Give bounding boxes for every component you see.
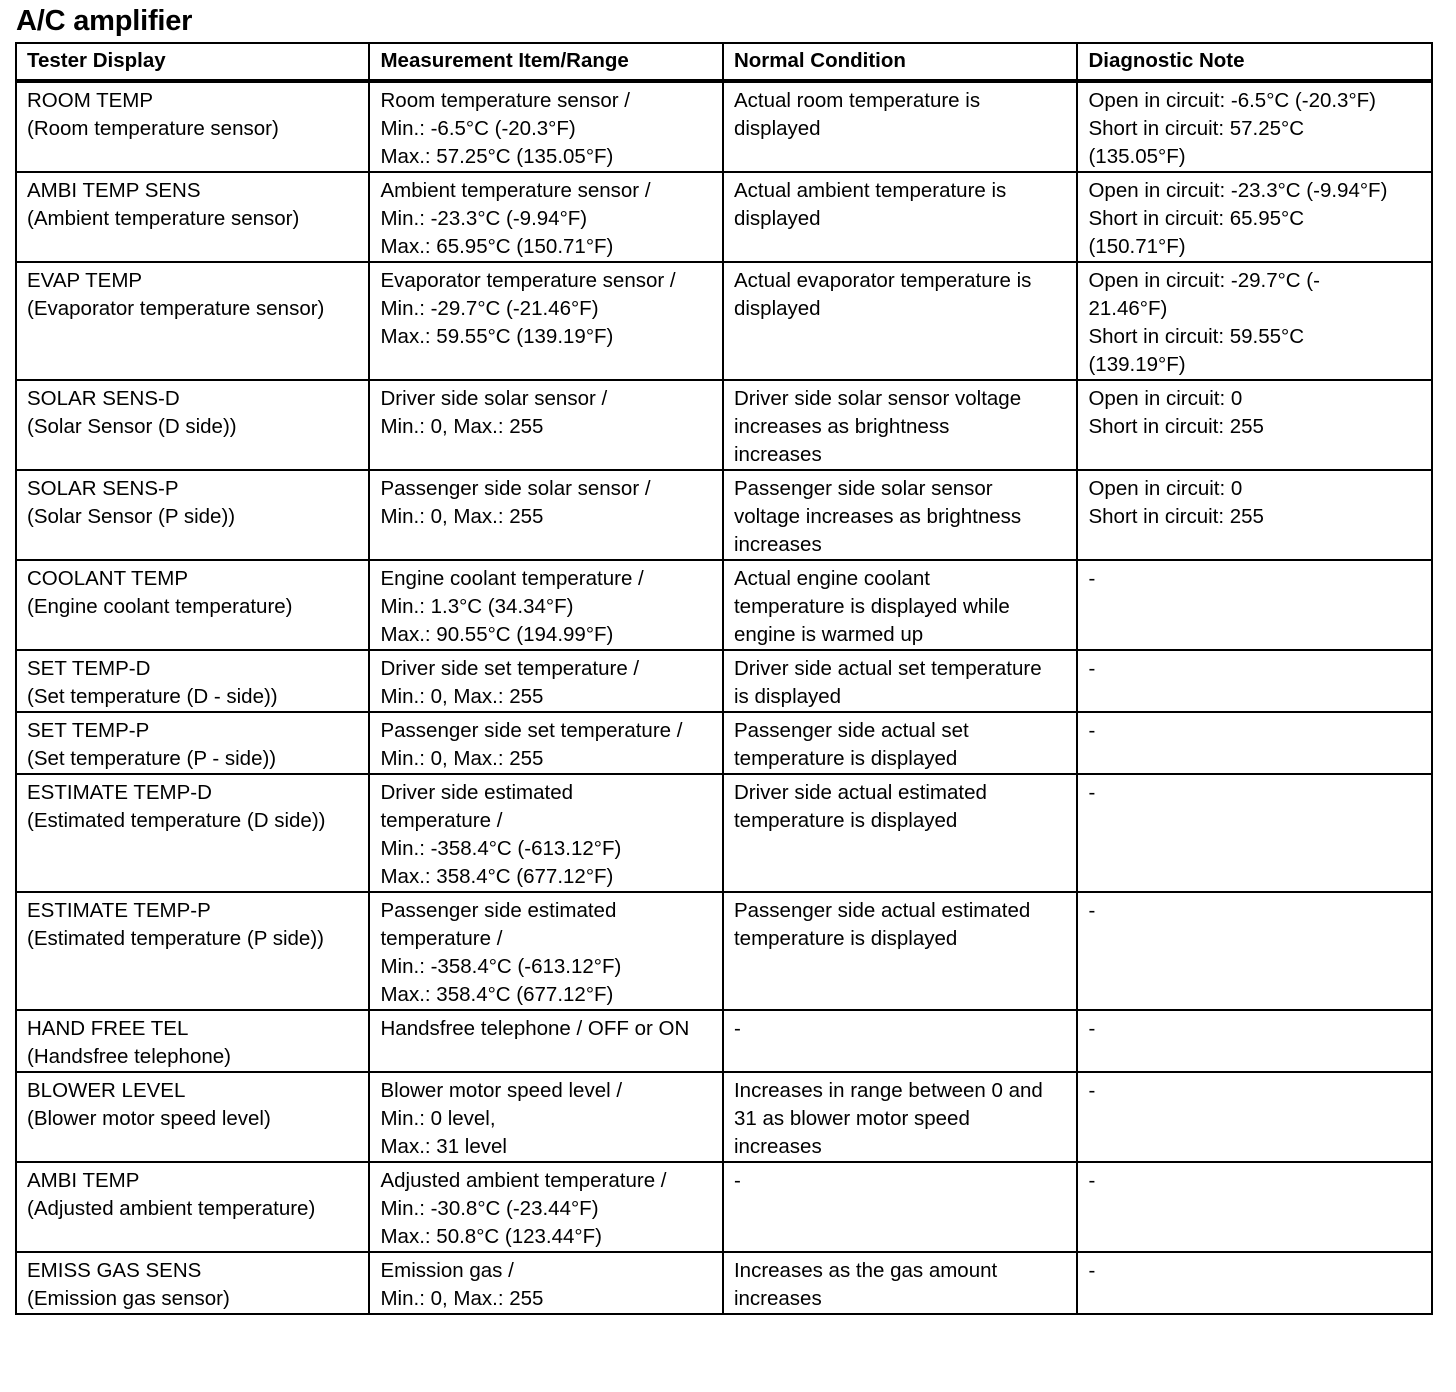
- cell-text-line: Max.: 90.55°C (194.99°F): [380, 623, 614, 646]
- cell-tester-display: [16, 774, 369, 892]
- cell-text-line: COOLANT TEMP: [27, 567, 188, 590]
- cell-text-line: EMISS GAS SENS: [27, 1259, 202, 1282]
- page-title: A/C amplifier: [16, 5, 193, 37]
- cell-text-line: Min.: 0 level,: [380, 1107, 496, 1130]
- cell-text-line: Min.: -30.8°C (-23.44°F): [380, 1197, 599, 1220]
- cell-text-line: 21.46°F): [1088, 297, 1168, 320]
- cell-text-line: (Estimated temperature (P side)): [27, 927, 324, 950]
- table-row: [16, 81, 1432, 172]
- cell-text-line: -: [1088, 781, 1096, 804]
- cell-text-line: Min.: 1.3°C (34.34°F): [380, 595, 574, 618]
- cell-text-line: (Set temperature (D - side)): [27, 685, 278, 708]
- cell-text-line: Min.: -358.4°C (-613.12°F): [380, 837, 622, 860]
- cell-text-line: Open in circuit: -6.5°C (-20.3°F): [1088, 89, 1377, 112]
- cell-text-line: Open in circuit: 0: [1088, 477, 1243, 500]
- cell-text-line: SOLAR SENS-P: [27, 477, 179, 500]
- cell-text-line: Passenger side estimated: [380, 899, 617, 922]
- cell-text-line: 31 as blower motor speed: [733, 1107, 970, 1130]
- cell-text-line: Passenger side actual set: [733, 719, 969, 742]
- cell-text-line: (Emission gas sensor): [27, 1287, 230, 1310]
- cell-text-line: displayed: [733, 297, 821, 320]
- cell-tester-display: [16, 470, 369, 560]
- cell-text-line: (Ambient temperature sensor): [27, 207, 300, 230]
- cell-text-line: displayed: [733, 207, 821, 230]
- cell-diagnostic-note: [1077, 1162, 1432, 1252]
- cell-normal-condition: [723, 172, 1078, 262]
- cell-text-line: Max.: 65.95°C (150.71°F): [380, 235, 614, 258]
- cell-diagnostic-note: [1077, 470, 1432, 560]
- cell-text-line: -: [733, 1169, 741, 1192]
- cell-tester-display: [16, 1072, 369, 1162]
- cell-text-line: increases: [733, 1287, 822, 1310]
- cell-text-line: Driver side solar sensor /: [380, 387, 608, 410]
- cell-text-line: -: [1088, 1169, 1096, 1192]
- cell-normal-condition: [723, 81, 1078, 172]
- cell-text-line: increases: [733, 533, 822, 556]
- cell-measurement: [369, 81, 722, 172]
- cell-measurement: [369, 712, 722, 774]
- cell-text-line: -: [1088, 1017, 1096, 1040]
- table-row: [16, 172, 1432, 262]
- column-header-diagnostic-note: Diagnostic Note: [1077, 43, 1432, 81]
- cell-text-line: Increases in range between 0 and: [733, 1079, 1043, 1102]
- cell-normal-condition: [723, 650, 1078, 712]
- cell-text-line: ROOM TEMP: [27, 89, 154, 112]
- cell-text-line: temperature is displayed while: [733, 595, 1010, 618]
- cell-text-line: temperature is displayed: [733, 927, 958, 950]
- cell-text-line: HAND FREE TEL: [27, 1017, 189, 1040]
- cell-text-line: -: [1088, 899, 1096, 922]
- cell-diagnostic-note: [1077, 262, 1432, 380]
- cell-measurement: [369, 172, 722, 262]
- cell-text-line: Max.: 50.8°C (123.44°F): [380, 1225, 602, 1248]
- table-header-row: [16, 43, 1432, 81]
- cell-text-line: SET TEMP-D: [27, 657, 151, 680]
- cell-diagnostic-note: [1077, 774, 1432, 892]
- cell-measurement: [369, 774, 722, 892]
- cell-text-line: (150.71°F): [1088, 235, 1186, 258]
- cell-text-line: Actual ambient temperature is: [733, 179, 1007, 202]
- column-header-tester-display: Tester Display: [16, 43, 369, 81]
- cell-text-line: Passenger side actual estimated: [733, 899, 1031, 922]
- cell-text-line: SOLAR SENS-D: [27, 387, 180, 410]
- cell-text-line: Engine coolant temperature /: [380, 567, 644, 590]
- column-header-normal-condition: Normal Condition: [723, 43, 1078, 81]
- cell-diagnostic-note: [1077, 81, 1432, 172]
- cell-text-line: ESTIMATE TEMP-D: [27, 781, 212, 804]
- cell-normal-condition: [723, 380, 1078, 470]
- table-row: [16, 560, 1432, 650]
- cell-text-line: Handsfree telephone / OFF or ON: [380, 1017, 690, 1040]
- cell-text-line: Min.: 0, Max.: 255: [380, 747, 544, 770]
- cell-text-line: increases as brightness: [733, 415, 950, 438]
- cell-text-line: Open in circuit: -29.7°C (-: [1088, 269, 1320, 292]
- cell-text-line: Short in circuit: 255: [1088, 415, 1264, 438]
- cell-text-line: SET TEMP-P: [27, 719, 150, 742]
- cell-text-line: Room temperature sensor /: [380, 89, 631, 112]
- cell-tester-display: [16, 380, 369, 470]
- cell-normal-condition: [723, 1162, 1078, 1252]
- table-body: [16, 81, 1432, 1314]
- cell-text-line: Min.: 0, Max.: 255: [380, 1287, 544, 1310]
- cell-tester-display: [16, 650, 369, 712]
- cell-text-line: voltage increases as brightness: [733, 505, 1022, 528]
- cell-text-line: (Estimated temperature (D side)): [27, 809, 326, 832]
- cell-normal-condition: [723, 1010, 1078, 1072]
- cell-diagnostic-note: [1077, 1072, 1432, 1162]
- cell-text-line: Actual evaporator temperature is: [733, 269, 1032, 292]
- cell-measurement: [369, 1010, 722, 1072]
- cell-diagnostic-note: [1077, 560, 1432, 650]
- cell-text-line: Short in circuit: 255: [1088, 505, 1264, 528]
- cell-text-line: temperature /: [380, 809, 503, 832]
- cell-text-line: Driver side actual set temperature: [733, 657, 1042, 680]
- cell-tester-display: [16, 1010, 369, 1072]
- cell-text-line: Min.: 0, Max.: 255: [380, 415, 544, 438]
- cell-text-line: Evaporator temperature sensor /: [380, 269, 676, 292]
- cell-text-line: Min.: -23.3°C (-9.94°F): [380, 207, 588, 230]
- cell-normal-condition: [723, 774, 1078, 892]
- cell-text-line: temperature is displayed: [733, 809, 958, 832]
- cell-normal-condition: [723, 560, 1078, 650]
- cell-text-line: Max.: 358.4°C (677.12°F): [380, 865, 614, 888]
- cell-text-line: Open in circuit: 0: [1088, 387, 1243, 410]
- table-row: [16, 380, 1432, 470]
- cell-measurement: [369, 470, 722, 560]
- cell-diagnostic-note: [1077, 712, 1432, 774]
- cell-text-line: Open in circuit: -23.3°C (-9.94°F): [1088, 179, 1388, 202]
- cell-text-line: -: [1088, 657, 1096, 680]
- cell-text-line: -: [1088, 567, 1096, 590]
- cell-text-line: (Adjusted ambient temperature): [27, 1197, 316, 1220]
- cell-diagnostic-note: [1077, 1010, 1432, 1072]
- column-header-measurement: Measurement Item/Range: [369, 43, 722, 81]
- cell-text-line: -: [1088, 1079, 1096, 1102]
- cell-tester-display: [16, 1162, 369, 1252]
- cell-text-line: (Solar Sensor (D side)): [27, 415, 237, 438]
- cell-normal-condition: [723, 470, 1078, 560]
- cell-text-line: temperature /: [380, 927, 503, 950]
- cell-text-line: Driver side estimated: [380, 781, 574, 804]
- cell-measurement: [369, 380, 722, 470]
- cell-measurement: [369, 1162, 722, 1252]
- cell-diagnostic-note: [1077, 650, 1432, 712]
- cell-text-line: -: [1088, 1259, 1096, 1282]
- cell-measurement: [369, 1072, 722, 1162]
- cell-measurement: [369, 892, 722, 1010]
- cell-tester-display: [16, 712, 369, 774]
- cell-text-line: (Room temperature sensor): [27, 117, 279, 140]
- cell-text-line: increases: [733, 1135, 822, 1158]
- cell-normal-condition: [723, 892, 1078, 1010]
- cell-text-line: engine is warmed up: [733, 623, 924, 646]
- cell-text-line: Driver side actual estimated: [733, 781, 987, 804]
- cell-text-line: Min.: -6.5°C (-20.3°F): [380, 117, 576, 140]
- cell-text-line: BLOWER LEVEL: [27, 1079, 186, 1102]
- cell-text-line: Passenger side solar sensor /: [380, 477, 651, 500]
- cell-text-line: Min.: -29.7°C (-21.46°F): [380, 297, 599, 320]
- cell-measurement: [369, 1252, 722, 1314]
- cell-text-line: (Solar Sensor (P side)): [27, 505, 236, 528]
- cell-text-line: Emission gas /: [380, 1259, 514, 1282]
- table-row: [16, 262, 1432, 380]
- cell-text-line: is displayed: [733, 685, 842, 708]
- cell-text-line: Max.: 59.55°C (139.19°F): [380, 325, 614, 348]
- cell-text-line: Max.: 31 level: [380, 1135, 507, 1158]
- cell-text-line: (Handsfree telephone): [27, 1045, 231, 1068]
- cell-text-line: (Engine coolant temperature): [27, 595, 293, 618]
- cell-text-line: Short in circuit: 65.95°C: [1088, 207, 1305, 230]
- cell-text-line: -: [1088, 719, 1096, 742]
- cell-diagnostic-note: [1077, 172, 1432, 262]
- cell-text-line: displayed: [733, 117, 821, 140]
- cell-text-line: (139.19°F): [1088, 353, 1186, 376]
- cell-text-line: Passenger side solar sensor: [733, 477, 993, 500]
- cell-text-line: Min.: -358.4°C (-613.12°F): [380, 955, 622, 978]
- cell-measurement: [369, 262, 722, 380]
- cell-text-line: (135.05°F): [1088, 145, 1186, 168]
- cell-text-line: Driver side set temperature /: [380, 657, 640, 680]
- table-row: [16, 892, 1432, 1010]
- table-row: [16, 1252, 1432, 1314]
- cell-text-line: (Blower motor speed level): [27, 1107, 271, 1130]
- cell-text-line: Ambient temperature sensor /: [380, 179, 651, 202]
- cell-text-line: Increases as the gas amount: [733, 1259, 998, 1282]
- cell-normal-condition: [723, 1072, 1078, 1162]
- cell-text-line: Blower motor speed level /: [380, 1079, 623, 1102]
- table-row: [16, 1010, 1432, 1072]
- cell-text-line: (Set temperature (P - side)): [27, 747, 277, 770]
- cell-text-line: ESTIMATE TEMP-P: [27, 899, 211, 922]
- cell-text-line: Max.: 57.25°C (135.05°F): [380, 145, 614, 168]
- cell-tester-display: [16, 892, 369, 1010]
- cell-text-line: Passenger side set temperature /: [380, 719, 683, 742]
- cell-text-line: AMBI TEMP: [27, 1169, 140, 1192]
- cell-tester-display: [16, 81, 369, 172]
- cell-text-line: temperature is displayed: [733, 747, 958, 770]
- cell-tester-display: [16, 262, 369, 380]
- cell-text-line: AMBI TEMP SENS: [27, 179, 201, 202]
- cell-normal-condition: [723, 712, 1078, 774]
- cell-measurement: [369, 650, 722, 712]
- cell-text-line: -: [733, 1017, 741, 1040]
- cell-text-line: Actual engine coolant: [733, 567, 930, 590]
- cell-tester-display: [16, 172, 369, 262]
- cell-tester-display: [16, 1252, 369, 1314]
- cell-measurement: [369, 560, 722, 650]
- cell-diagnostic-note: [1077, 892, 1432, 1010]
- cell-text-line: Driver side solar sensor voltage: [733, 387, 1022, 410]
- cell-text-line: Min.: 0, Max.: 255: [380, 505, 544, 528]
- cell-text-line: (Evaporator temperature sensor): [27, 297, 325, 320]
- cell-text-line: Actual room temperature is: [733, 89, 981, 112]
- cell-text-line: EVAP TEMP: [27, 269, 143, 292]
- table-row: [16, 712, 1432, 774]
- cell-text-line: Max.: 358.4°C (677.12°F): [380, 983, 614, 1006]
- table-row: [16, 1072, 1432, 1162]
- cell-diagnostic-note: [1077, 1252, 1432, 1314]
- cell-text-line: Adjusted ambient temperature /: [380, 1169, 667, 1192]
- cell-tester-display: [16, 560, 369, 650]
- data-table: [15, 42, 1433, 1315]
- table-row: [16, 774, 1432, 892]
- cell-text-line: Short in circuit: 57.25°C: [1088, 117, 1305, 140]
- cell-text-line: Short in circuit: 59.55°C: [1088, 325, 1305, 348]
- table-row: [16, 470, 1432, 560]
- table-row: [16, 650, 1432, 712]
- cell-text-line: increases: [733, 443, 822, 466]
- cell-normal-condition: [723, 262, 1078, 380]
- table-row: [16, 1162, 1432, 1252]
- cell-normal-condition: [723, 1252, 1078, 1314]
- cell-diagnostic-note: [1077, 380, 1432, 470]
- cell-text-line: Min.: 0, Max.: 255: [380, 685, 544, 708]
